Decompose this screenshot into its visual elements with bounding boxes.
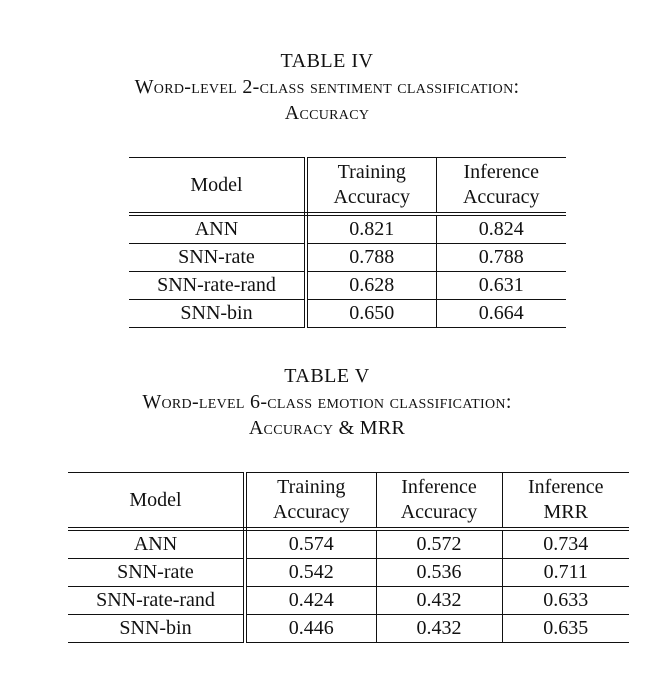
training-accuracy-cell: 0.821 bbox=[306, 214, 436, 244]
table4-header-training-accuracy: Training Accuracy bbox=[306, 158, 436, 215]
table5 bbox=[68, 472, 629, 643]
table-row bbox=[68, 529, 629, 559]
table-row bbox=[68, 559, 629, 587]
training-accuracy-cell: 0.788 bbox=[306, 244, 436, 272]
inference-mrr-cell: 0.734 bbox=[502, 529, 629, 559]
table-row bbox=[129, 272, 566, 300]
model-cell: SNN-rate-rand bbox=[68, 587, 245, 615]
inference-accuracy-cell: 0.824 bbox=[436, 214, 566, 244]
training-accuracy-cell: 0.574 bbox=[245, 529, 376, 559]
table4-caption-line2: Accuracy bbox=[284, 102, 370, 124]
inference-mrr-cell: 0.633 bbox=[502, 587, 629, 615]
inference-mrr-cell: 0.635 bbox=[502, 615, 629, 643]
inference-accuracy-cell: 0.536 bbox=[376, 559, 502, 587]
table4-number: TABLE IV bbox=[280, 50, 374, 72]
inference-accuracy-cell: 0.432 bbox=[376, 615, 502, 643]
inference-accuracy-cell: 0.631 bbox=[436, 272, 566, 300]
model-cell: ANN bbox=[129, 214, 306, 244]
model-cell: SNN-bin bbox=[68, 615, 245, 643]
model-cell: SNN-rate bbox=[68, 559, 245, 587]
table5-caption-line2: Accuracy & MRR bbox=[248, 417, 406, 439]
inference-accuracy-cell: 0.572 bbox=[376, 529, 502, 559]
table4-caption bbox=[0, 48, 654, 126]
table4-header-row bbox=[129, 158, 566, 215]
model-cell: ANN bbox=[68, 529, 245, 559]
table5-header-inference-accuracy: Inference Accuracy bbox=[376, 473, 502, 530]
training-accuracy-cell: 0.542 bbox=[245, 559, 376, 587]
table-row bbox=[68, 587, 629, 615]
training-accuracy-cell: 0.424 bbox=[245, 587, 376, 615]
table4-header-inference-accuracy: Inference Accuracy bbox=[436, 158, 566, 215]
training-accuracy-cell: 0.650 bbox=[306, 300, 436, 328]
model-cell: SNN-bin bbox=[129, 300, 306, 328]
inference-mrr-cell: 0.711 bbox=[502, 559, 629, 587]
table5-caption-line1: Word-level 6-class emotion classification: bbox=[142, 391, 512, 413]
model-cell: SNN-rate bbox=[129, 244, 306, 272]
inference-accuracy-cell: 0.788 bbox=[436, 244, 566, 272]
training-accuracy-cell: 0.446 bbox=[245, 615, 376, 643]
table5-header-training-accuracy: Training Accuracy bbox=[245, 473, 376, 530]
table4-header-model: Model bbox=[129, 158, 306, 215]
table-row bbox=[129, 244, 566, 272]
table5-header-row bbox=[68, 473, 629, 530]
inference-accuracy-cell: 0.664 bbox=[436, 300, 566, 328]
table5-number: TABLE V bbox=[284, 365, 370, 387]
table5-caption bbox=[0, 363, 654, 441]
table4 bbox=[129, 157, 566, 328]
table4-caption-line1: Word-level 2-class sentiment classification: bbox=[134, 76, 520, 98]
training-accuracy-cell: 0.628 bbox=[306, 272, 436, 300]
inference-accuracy-cell: 0.432 bbox=[376, 587, 502, 615]
table5-header-model: Model bbox=[68, 473, 245, 530]
table-row bbox=[68, 615, 629, 643]
model-cell: SNN-rate-rand bbox=[129, 272, 306, 300]
table-row bbox=[129, 214, 566, 244]
table5-header-inference-mrr: Inference MRR bbox=[502, 473, 629, 530]
table-row bbox=[129, 300, 566, 328]
